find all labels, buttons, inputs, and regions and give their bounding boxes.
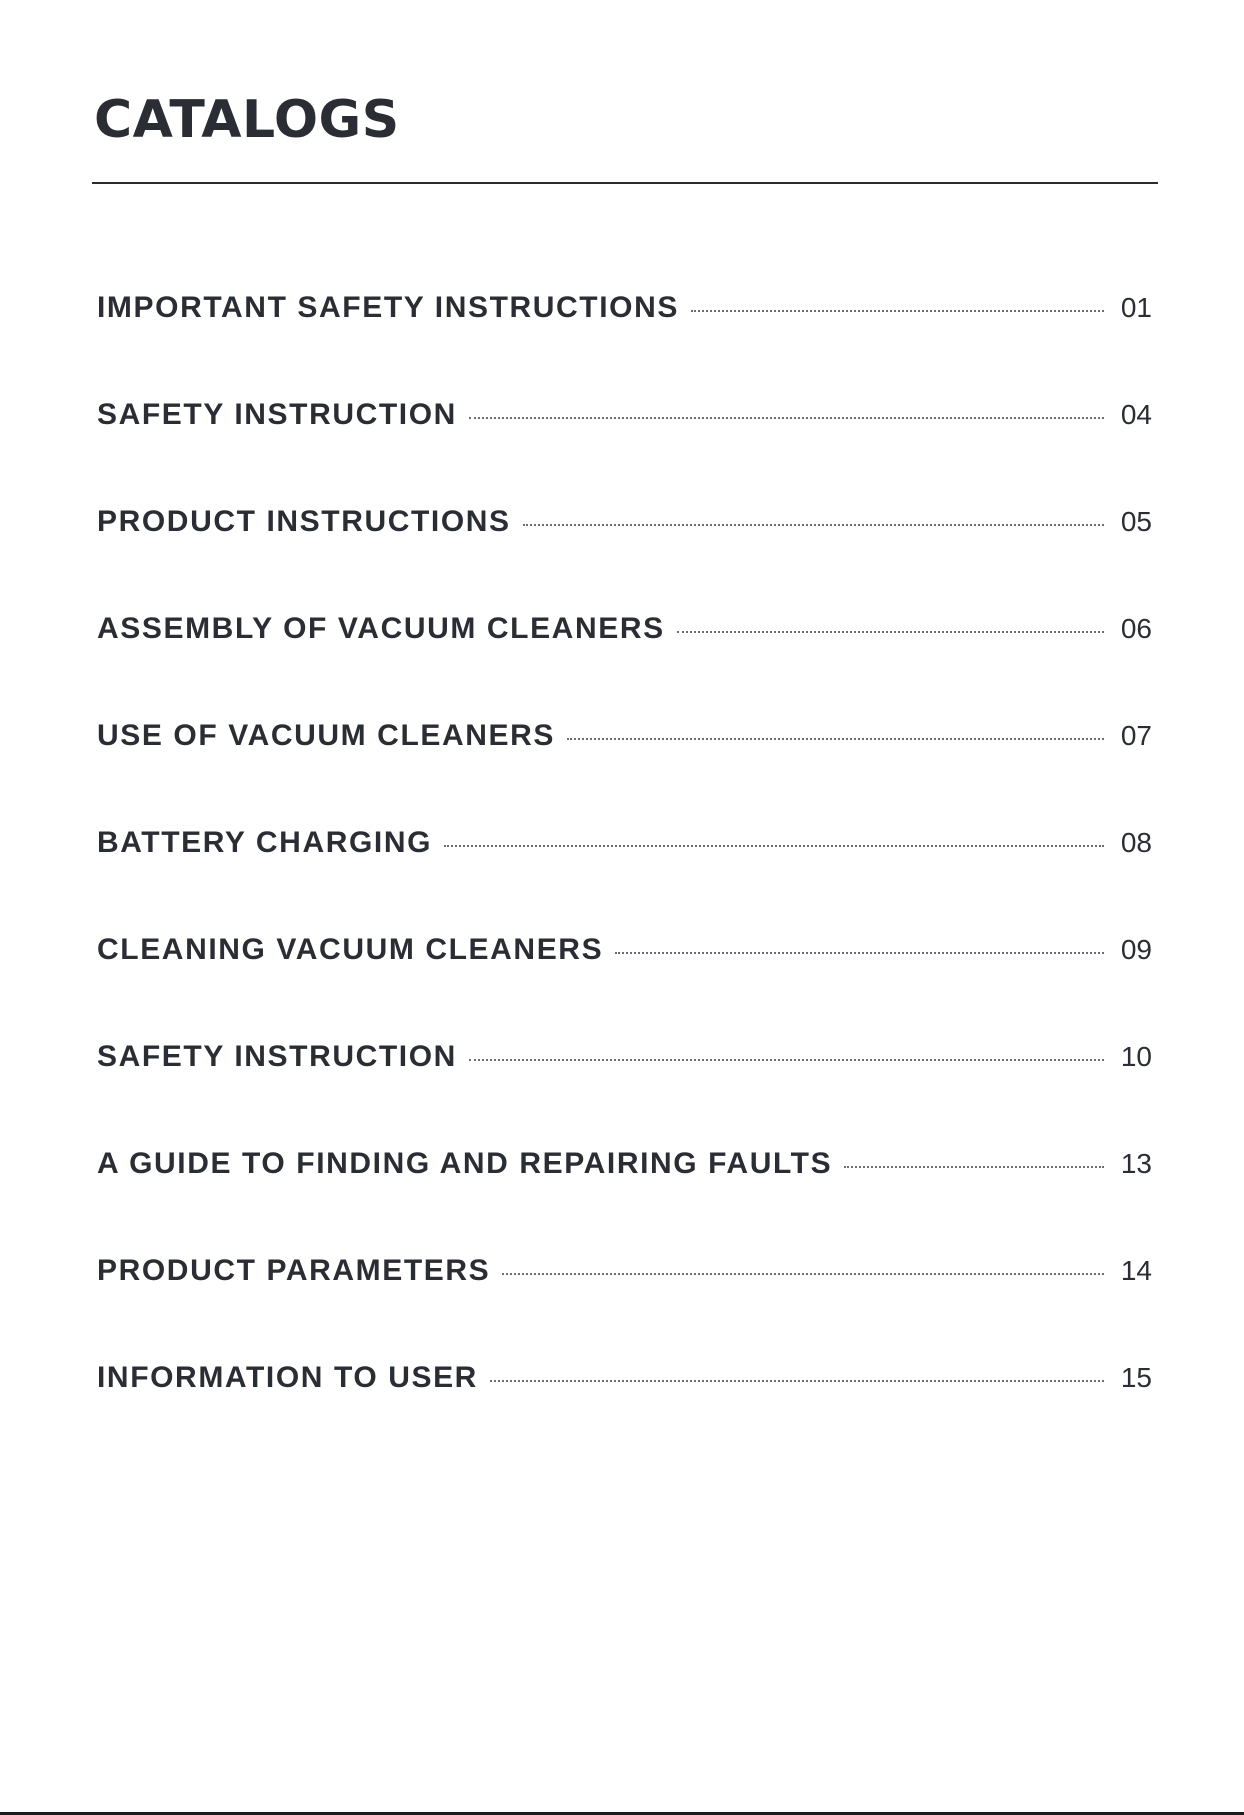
- toc-entry-use-of-vacuum-cleaners[interactable]: [97, 682, 1152, 789]
- title-divider: [92, 182, 1158, 184]
- toc-entry-product-parameters[interactable]: [97, 1217, 1152, 1324]
- toc-entry-page: 09: [1120, 933, 1152, 965]
- toc-entry-cleaning-vacuum-cleaners[interactable]: [97, 896, 1152, 1003]
- dotted-leader: [523, 524, 1104, 526]
- dotted-leader: [469, 417, 1104, 419]
- dotted-leader: [469, 1059, 1104, 1061]
- toc-entry-label: ASSEMBLY OF VACUUM CLEANERS: [97, 611, 665, 645]
- toc-entry-battery-charging[interactable]: [97, 789, 1152, 896]
- toc-entry-label: PRODUCT INSTRUCTIONS: [97, 504, 511, 538]
- toc-entry-label: IMPORTANT SAFETY INSTRUCTIONS: [97, 290, 679, 324]
- toc-entry-label: PRODUCT PARAMETERS: [97, 1253, 491, 1287]
- dotted-leader: [677, 631, 1104, 633]
- dotted-leader: [444, 845, 1104, 847]
- toc-entry-label: SAFETY INSTRUCTION: [97, 1039, 457, 1073]
- toc-entry-page: 04: [1120, 398, 1152, 430]
- toc-entry-product-instructions[interactable]: [97, 468, 1152, 575]
- toc-entry-assembly-of-vacuum-cleaners[interactable]: [97, 575, 1152, 682]
- toc-entry-important-safety-instructions[interactable]: [97, 254, 1152, 361]
- toc-entry-safety-instruction-2[interactable]: [97, 1003, 1152, 1110]
- toc-entry-page: 05: [1120, 505, 1152, 537]
- toc-entry-page: 10: [1120, 1040, 1152, 1072]
- toc-entry-label: BATTERY CHARGING: [97, 825, 433, 859]
- table-of-contents: [97, 254, 1152, 1431]
- dotted-leader: [490, 1380, 1104, 1382]
- toc-entry-label: USE OF VACUUM CLEANERS: [97, 718, 555, 752]
- toc-entry-page: 06: [1120, 612, 1152, 644]
- toc-entry-page: 01: [1120, 291, 1152, 323]
- dotted-leader: [844, 1166, 1104, 1168]
- toc-entry-page: 13: [1120, 1147, 1152, 1179]
- toc-entry-page: 15: [1120, 1361, 1152, 1393]
- toc-entry-safety-instruction[interactable]: [97, 361, 1152, 468]
- toc-entry-label: INFORMATION TO USER: [97, 1360, 478, 1394]
- toc-entry-information-to-user[interactable]: [97, 1324, 1152, 1431]
- dotted-leader: [567, 738, 1104, 740]
- toc-entry-page: 08: [1120, 826, 1152, 858]
- toc-entry-label: SAFETY INSTRUCTION: [97, 397, 457, 431]
- toc-entry-label: CLEANING VACUUM CLEANERS: [97, 932, 604, 966]
- toc-entry-label: A GUIDE TO FINDING AND REPAIRING FAULTS: [97, 1146, 833, 1180]
- dotted-leader: [615, 952, 1104, 954]
- page-title: CATALOGS: [94, 90, 400, 150]
- dotted-leader: [691, 310, 1104, 312]
- toc-entry-page: 07: [1120, 719, 1152, 751]
- toc-entry-guide-to-finding-and-repairing-faults[interactable]: [97, 1110, 1152, 1217]
- toc-entry-page: 14: [1120, 1254, 1152, 1286]
- dotted-leader: [502, 1273, 1104, 1275]
